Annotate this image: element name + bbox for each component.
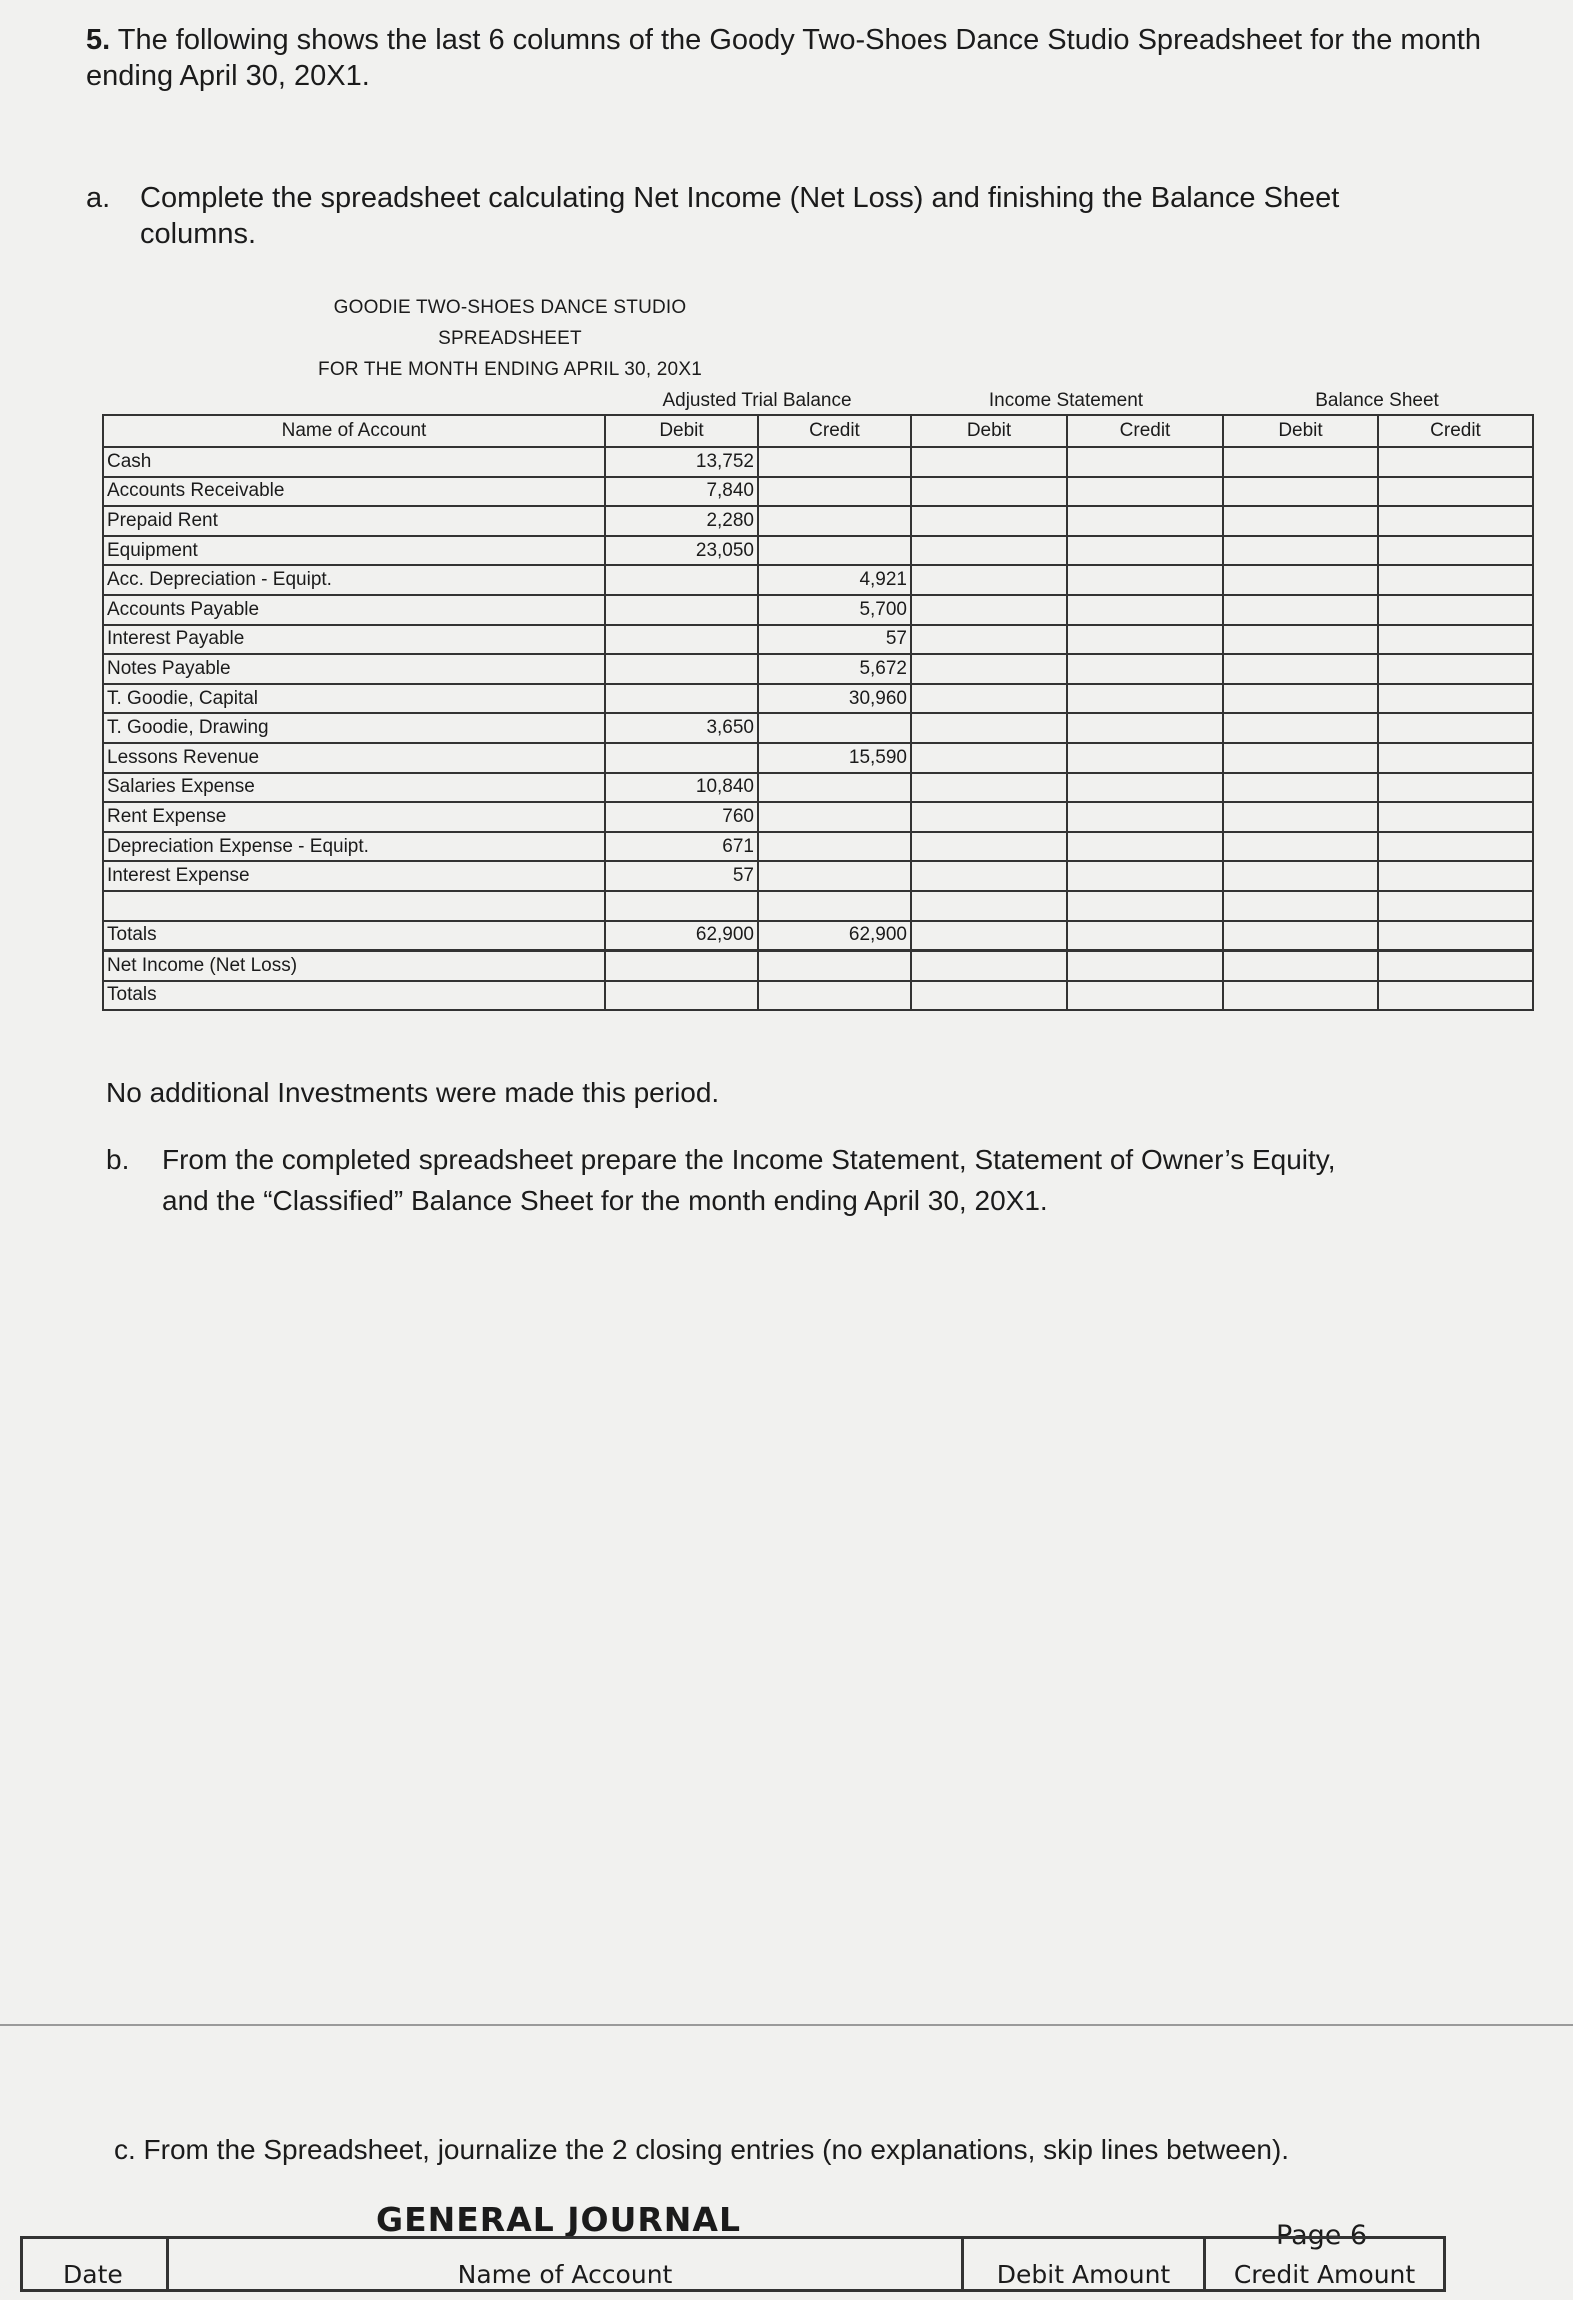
bs-credit-cell[interactable] <box>1378 773 1533 803</box>
bs-debit-cell[interactable] <box>1223 536 1378 566</box>
is-debit-cell[interactable] <box>911 654 1067 684</box>
account-name: Salaries Expense <box>103 773 605 803</box>
table-row <box>103 654 1533 684</box>
table-row <box>103 506 1533 536</box>
atb-debit-total: 62,900 <box>605 921 758 951</box>
is-credit-cell[interactable] <box>1067 951 1223 981</box>
bs-credit-cell[interactable] <box>1378 713 1533 743</box>
atb-credit: 5,672 <box>758 654 911 684</box>
atb-credit <box>758 506 911 536</box>
account-name: Cash <box>103 447 605 477</box>
atb-credit <box>758 447 911 477</box>
bs-credit-cell[interactable] <box>1378 832 1533 862</box>
is-credit-cell[interactable] <box>1067 921 1223 951</box>
bs-debit-cell[interactable] <box>1223 477 1378 507</box>
atb-credit <box>758 536 911 566</box>
atb-debit: 57 <box>605 861 758 891</box>
is-debit-cell[interactable] <box>911 951 1067 981</box>
bs-debit-cell[interactable] <box>1223 625 1378 655</box>
bs-credit-cell[interactable] <box>1378 654 1533 684</box>
account-name: Totals <box>103 921 605 951</box>
atb-credit <box>758 861 911 891</box>
is-credit-cell[interactable] <box>1067 861 1223 891</box>
is-credit-cell[interactable] <box>1067 773 1223 803</box>
atb-credit: 4,921 <box>758 565 911 595</box>
group-adjusted-trial-balance: Adjusted Trial Balance <box>662 390 852 411</box>
account-name <box>103 891 605 921</box>
account-name: Accounts Payable <box>103 595 605 625</box>
final-totals-row <box>103 981 1533 1011</box>
bs-credit-cell[interactable] <box>1378 447 1533 477</box>
is-debit-cell[interactable] <box>911 447 1067 477</box>
atb-debit: 23,050 <box>605 536 758 566</box>
part-b-line1: From the completed spreadsheet prepare the Income Statement, Statement of Owner’s Equity, <box>162 1144 1336 1175</box>
is-credit-cell[interactable] <box>1067 595 1223 625</box>
part-b-instruction <box>106 1140 1486 1221</box>
journal-header-date: Date <box>22 2238 168 2291</box>
atb-credit <box>758 802 911 832</box>
bs-credit-cell[interactable] <box>1378 506 1533 536</box>
part-b-label: b. <box>106 1144 130 1175</box>
bs-credit-cell[interactable] <box>1378 595 1533 625</box>
atb-debit: 3,650 <box>605 713 758 743</box>
part-b-line2: and the “Classified” Balance Sheet for the month ending April 30, 20X1. <box>162 1184 1048 1216</box>
account-name: Equipment <box>103 536 605 566</box>
is-credit-cell[interactable] <box>1067 477 1223 507</box>
is-debit-cell[interactable] <box>911 743 1067 773</box>
atb-credit <box>758 773 911 803</box>
account-name: Prepaid Rent <box>103 506 605 536</box>
journal-header-debit: Debit Amount <box>963 2238 1205 2291</box>
bs-credit-cell[interactable] <box>1378 536 1533 566</box>
table-row <box>103 802 1533 832</box>
bs-debit-cell[interactable] <box>1223 743 1378 773</box>
header-name-of-account: Name of Account <box>103 415 605 447</box>
question-body: The following shows the last 6 columns of the Goody Two-Shoes Dance Studio Spreadsheet for the month ending April 30, 20X1. <box>86 24 1481 93</box>
section-divider <box>0 2024 1573 2026</box>
is-debit-cell[interactable] <box>911 832 1067 862</box>
account-name: Accounts Receivable <box>103 477 605 507</box>
bs-debit-cell[interactable] <box>1223 565 1378 595</box>
header-bs-credit: Credit <box>1378 415 1533 447</box>
bs-credit-cell[interactable] <box>1378 477 1533 507</box>
account-name: Net Income (Net Loss) <box>103 951 605 981</box>
atb-credit-total: 62,900 <box>758 921 911 951</box>
question-text <box>86 22 1506 95</box>
bs-credit-cell[interactable] <box>1378 951 1533 981</box>
atb-credit <box>758 713 911 743</box>
part-c-instruction: c. From the Spreadsheet, journalize the 2 closing entries (no explanations, skip lines between). <box>114 2134 1290 2165</box>
is-debit-cell[interactable] <box>911 891 1067 921</box>
group-income-statement: Income Statement <box>988 390 1144 411</box>
is-debit-cell[interactable] <box>911 861 1067 891</box>
atb-credit: 5,700 <box>758 595 911 625</box>
atb-credit <box>758 951 911 981</box>
atb-credit <box>758 891 911 921</box>
bs-credit-cell[interactable] <box>1378 625 1533 655</box>
bs-debit-cell[interactable] <box>1223 951 1378 981</box>
atb-debit: 10,840 <box>605 773 758 803</box>
atb-debit: 760 <box>605 802 758 832</box>
worksheet-period: FOR THE MONTH ENDING APRIL 30, 20X1 <box>318 359 702 380</box>
account-name: Acc. Depreciation - Equipt. <box>103 565 605 595</box>
table-row <box>103 625 1533 655</box>
atb-debit <box>605 565 758 595</box>
spreadsheet-table <box>102 414 1534 1011</box>
journal-page-number: Page 6 <box>1276 2220 1368 2251</box>
bs-debit-cell[interactable] <box>1223 447 1378 477</box>
net-income-row <box>103 951 1533 981</box>
atb-credit: 30,960 <box>758 684 911 714</box>
atb-credit <box>758 477 911 507</box>
is-credit-cell[interactable] <box>1067 654 1223 684</box>
part-a-line1: Complete the spreadsheet calculating Net Income (Net Loss) and finishing the Balance Sheet <box>140 182 1340 214</box>
atb-credit <box>758 832 911 862</box>
table-row <box>103 595 1533 625</box>
header-atb-credit: Credit <box>758 415 911 447</box>
account-name: Lessons Revenue <box>103 743 605 773</box>
bs-debit-cell[interactable] <box>1223 981 1378 1011</box>
is-credit-cell[interactable] <box>1067 506 1223 536</box>
bs-debit-cell[interactable] <box>1223 832 1378 862</box>
header-atb-debit: Debit <box>605 415 758 447</box>
is-credit-cell[interactable] <box>1067 536 1223 566</box>
is-debit-cell[interactable] <box>911 506 1067 536</box>
table-row <box>103 565 1533 595</box>
is-debit-cell[interactable] <box>911 477 1067 507</box>
is-debit-cell[interactable] <box>911 684 1067 714</box>
header-is-credit: Credit <box>1067 415 1223 447</box>
atb-debit <box>605 951 758 981</box>
is-debit-cell[interactable] <box>911 565 1067 595</box>
group-balance-sheet: Balance Sheet <box>1315 390 1439 411</box>
account-name: Notes Payable <box>103 654 605 684</box>
bs-credit-cell[interactable] <box>1378 802 1533 832</box>
bs-debit-cell[interactable] <box>1223 684 1378 714</box>
bs-debit-cell[interactable] <box>1223 506 1378 536</box>
is-debit-cell[interactable] <box>911 536 1067 566</box>
general-journal-table <box>20 2236 1446 2292</box>
account-name: T. Goodie, Capital <box>103 684 605 714</box>
account-name: Depreciation Expense - Equipt. <box>103 832 605 862</box>
is-debit-cell[interactable] <box>911 625 1067 655</box>
bs-debit-cell[interactable] <box>1223 595 1378 625</box>
atb-debit: 7,840 <box>605 477 758 507</box>
question-number: 5. <box>86 24 111 56</box>
is-credit-cell[interactable] <box>1067 565 1223 595</box>
is-debit-cell[interactable] <box>911 595 1067 625</box>
bs-credit-cell[interactable] <box>1378 684 1533 714</box>
table-row-blank <box>103 891 1533 921</box>
bs-credit-cell[interactable] <box>1378 891 1533 921</box>
is-credit-cell[interactable] <box>1067 891 1223 921</box>
part-a-label: a. <box>86 182 111 214</box>
table-row <box>103 713 1533 743</box>
is-debit-cell[interactable] <box>911 981 1067 1011</box>
table-row <box>103 773 1533 803</box>
atb-debit <box>605 625 758 655</box>
is-debit-cell[interactable] <box>911 713 1067 743</box>
is-credit-cell[interactable] <box>1067 802 1223 832</box>
is-credit-cell[interactable] <box>1067 713 1223 743</box>
worksheet-doc-title: SPREADSHEET <box>438 328 582 349</box>
journal-header-row <box>22 2238 1445 2291</box>
atb-debit <box>605 743 758 773</box>
account-name: Totals <box>103 981 605 1011</box>
part-a-instruction <box>86 180 1466 253</box>
is-credit-cell[interactable] <box>1067 743 1223 773</box>
header-row <box>103 415 1533 447</box>
is-debit-cell[interactable] <box>911 802 1067 832</box>
bs-debit-cell[interactable] <box>1223 654 1378 684</box>
table-row <box>103 743 1533 773</box>
atb-credit: 15,590 <box>758 743 911 773</box>
atb-debit <box>605 684 758 714</box>
atb-debit: 13,752 <box>605 447 758 477</box>
atb-credit <box>758 981 911 1011</box>
journal-header-credit: Credit Amount <box>1205 2238 1445 2291</box>
atb-debit <box>605 891 758 921</box>
table-row <box>103 684 1533 714</box>
table-row <box>103 447 1533 477</box>
atb-debit: 2,280 <box>605 506 758 536</box>
is-credit-cell[interactable] <box>1067 684 1223 714</box>
atb-debit <box>605 595 758 625</box>
bs-credit-cell[interactable] <box>1378 981 1533 1011</box>
investment-note: No additional Investments were made this period. <box>106 1077 720 1108</box>
bs-credit-cell[interactable] <box>1378 921 1533 951</box>
is-debit-cell[interactable] <box>911 773 1067 803</box>
bs-debit-cell[interactable] <box>1223 891 1378 921</box>
part-a-line2: columns. <box>140 218 257 251</box>
bs-credit-cell[interactable] <box>1378 565 1533 595</box>
atb-debit <box>605 981 758 1011</box>
table-row <box>103 477 1533 507</box>
bs-debit-cell[interactable] <box>1223 802 1378 832</box>
journal-header-account: Name of Account <box>168 2238 963 2291</box>
bs-credit-cell[interactable] <box>1378 743 1533 773</box>
account-name: Interest Payable <box>103 625 605 655</box>
bs-credit-cell[interactable] <box>1378 861 1533 891</box>
account-name: Interest Expense <box>103 861 605 891</box>
is-debit-cell[interactable] <box>911 921 1067 951</box>
is-credit-cell[interactable] <box>1067 981 1223 1011</box>
worksheet-company: GOODIE TWO-SHOES DANCE STUDIO <box>333 297 687 318</box>
atb-debit: 671 <box>605 832 758 862</box>
is-credit-cell[interactable] <box>1067 832 1223 862</box>
table-row <box>103 832 1533 862</box>
bs-debit-cell[interactable] <box>1223 773 1378 803</box>
bs-debit-cell[interactable] <box>1223 861 1378 891</box>
header-bs-debit: Debit <box>1223 415 1378 447</box>
table-row <box>103 536 1533 566</box>
atb-credit: 57 <box>758 625 911 655</box>
is-credit-cell[interactable] <box>1067 447 1223 477</box>
general-journal-title: GENERAL JOURNAL <box>376 2200 741 2239</box>
is-credit-cell[interactable] <box>1067 625 1223 655</box>
table-row <box>103 861 1533 891</box>
account-name: Rent Expense <box>103 802 605 832</box>
totals-row <box>103 921 1533 951</box>
header-is-debit: Debit <box>911 415 1067 447</box>
atb-debit <box>605 654 758 684</box>
account-name: T. Goodie, Drawing <box>103 713 605 743</box>
bs-debit-cell[interactable] <box>1223 713 1378 743</box>
bs-debit-cell[interactable] <box>1223 921 1378 951</box>
